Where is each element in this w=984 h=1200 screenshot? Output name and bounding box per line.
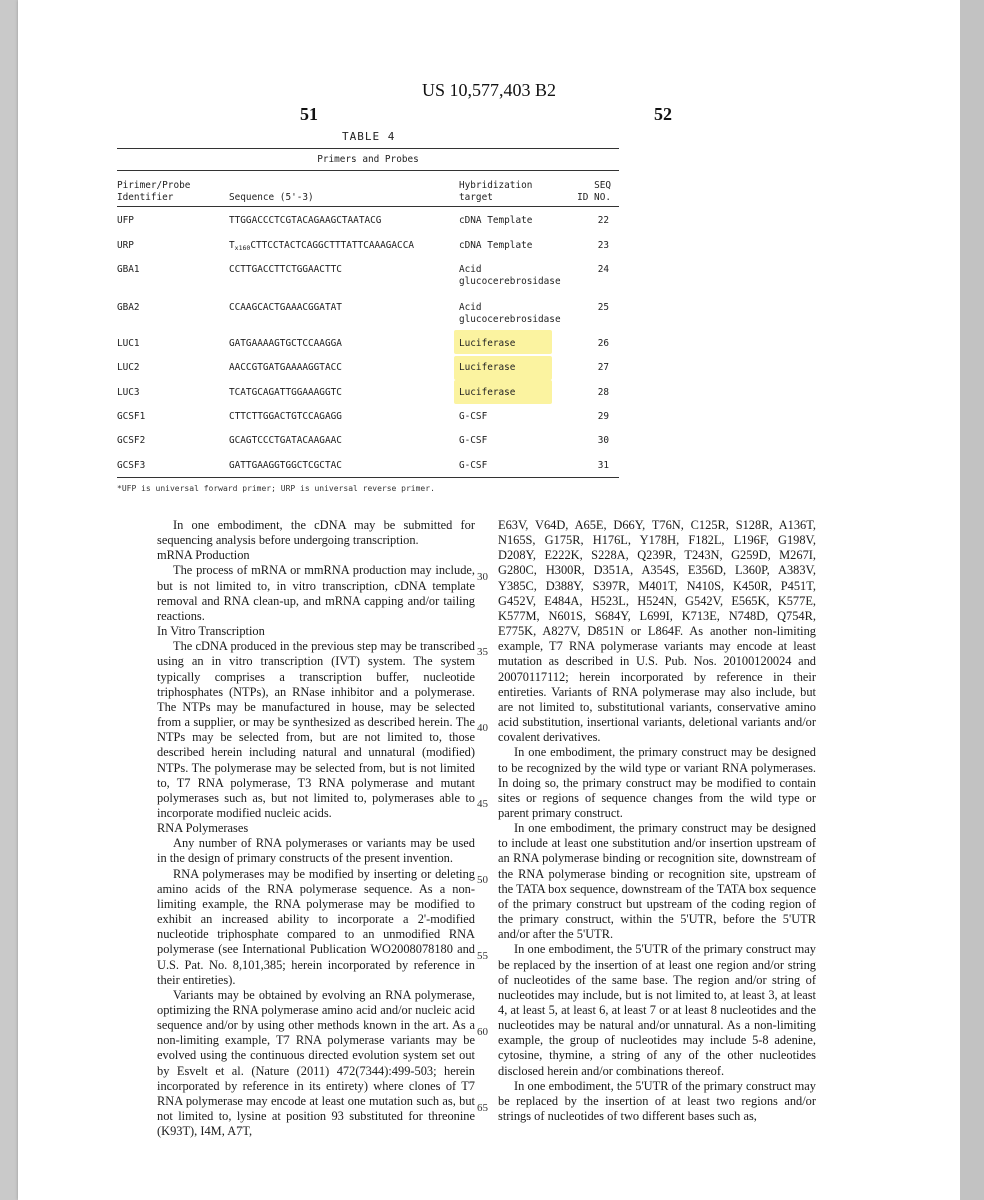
line-number: 55	[477, 950, 488, 962]
table-row: GCSF1 CTTCTTGGACTGTCCAGAGG G-CSF 29	[117, 411, 609, 422]
table-sub-rule	[117, 170, 619, 171]
paragraph: E63V, V64D, A65E, D66Y, T76N, C125R, S128R, A136T, N165S, G175R, H176L, Y178H, F182L, L196F, G198V, D208Y, E222K, S228A, Q239R, T243N, G259D, M267I, G280C, H300R, D351A, A354S, E356D, L360P, A383V, Y385C, D388Y, S397R, M401T, N410S, K450R, P451T, G452V, E484A, H523L, H524N, G542V, E565K, K577E, K577M, N601S, S684Y, L699I, K713E, N748D, Q754R, E775K, A827V, D851N or L864F. As another non-limiting example, T7 RNA polymerase variants may encode at least mutation as described in U.S. Pub. Nos. 20100120024 and 20070117112; herein incorporated by reference in their entireties. Variants of RNA polymerase may also include, but are not limited to, substitutional variants, conservative amino acid substitution, insertional variants, deletional variants and/or covalent derivatives.	[498, 518, 816, 745]
table-row: GBA1 CCTTGACCTTCTGGAACTTC Acid glucocerebrosidase 24	[117, 264, 609, 287]
header-identifier: Pirimer/Probe Identifier	[117, 180, 191, 203]
table-row: GCSF2 GCAGTCCCTGATACAAGAAC G-CSF 30	[117, 435, 609, 446]
line-number: 40	[477, 722, 488, 734]
paragraph: In one embodiment, the 5'UTR of the primary construct may be replaced by the insertion of at least two regions and/or strings of nucleotides of two different bases such as,	[498, 1078, 816, 1124]
paragraph: RNA polymerases may be modified by inserting or deleting amino acids of the RNA polymerase sequence. As a non-limiting example, the RNA polymerase may be modified to exhibit an increased ability to incorporate a 2'-modified nucleotide triphosphate compared to an unmodified RNA polymerase (see International Publication WO2008078180 and U.S. Pat. No. 8,101,385; herein incorporated by reference in their entireties).	[157, 866, 475, 987]
paragraph: Variants may be obtained by evolving an RNA polymerase, optimizing the RNA polymerase amino acid and/or nucleic acid sequence and/or by using other methods known in the art. As a non-limiting example, T7 RNA polymerase variants may be evolved using the continuous directed evolution system set out by Esvelt et al. (Nature (2011) 472(7344):499-503; herein incorporated by reference in its entirety) where clones of T7 RNA polymerase may encode at least one mutation such as, but not limited to, lysine at position 93 substituted for threonine (K93T), I4M, A7T,	[157, 987, 475, 1139]
paragraph: The cDNA produced in the previous step may be transcribed using an in vitro transcription (IVT) system. The system typically comprises a transcription buffer, nucleotide triphosphates (NTPs), an RNase inhibitor and a polymerase. The NTPs may be manufactured in house, may be selected from a supplier, or may be synthesized as described herein. The NTPs may be selected from, but are not limited to, those described herein including natural and unnatural (modified) NTPs. The polymerase may be selected from, but is not limited to, T7 RNA polymerase, T3 RNA polymerase and mutant polymerases such as, but not limited to, polymerases able to incorporate modified nucleic acids.	[157, 639, 475, 820]
table-subtitle: Primers and Probes	[317, 154, 419, 165]
table-row: LUC3 TCATGCAGATTGGAAAGGTC Luciferase 28	[117, 387, 609, 398]
line-number: 30	[477, 571, 488, 583]
section-heading: mRNA Production	[157, 548, 250, 563]
table-row: URP $T_{x160}CTTCCTACTCAGGCTTTATTCAAAGACCA$ cDNA Template 23	[117, 240, 609, 252]
line-number: 50	[477, 874, 488, 886]
line-number: 45	[477, 798, 488, 810]
line-number: 65	[477, 1102, 488, 1114]
header-target: Hybridization target	[459, 180, 533, 203]
paragraph: Any number of RNA polymerases or variants may be used in the design of primary constructs of the present invention.	[157, 836, 475, 866]
right-text-column	[498, 518, 816, 1124]
table-footnote: *UFP is universal forward primer; URP is universal reverse primer.	[117, 484, 435, 493]
left-text-column	[157, 518, 475, 1139]
table-bottom-rule	[117, 477, 619, 478]
patent-page	[18, 0, 960, 1200]
table-row: GBA2 CCAAGCACTGAAACGGATAT Acid glucocerebrosidase 25	[117, 302, 609, 325]
table-header-rule	[117, 206, 619, 207]
paragraph: In one embodiment, the 5'UTR of the primary construct may be replaced by the insertion of at least one region and/or string of nucleotides of the same base. The region and/or string of nucleotides may include, but is not limited to, at least 3, at least 4, at least 5, at least 6, at least 7 or at least 8 nucleotides and the nucleotides may be natural and/or unnatural. As a non-limiting example, the group of nucleotides may include 5-8 adenine, cytosine, thymine, a string of any of the other nucleotides disclosed herein and/or combinations thereof.	[498, 942, 816, 1078]
column-number-right: 52	[654, 104, 672, 124]
line-number: 60	[477, 1026, 488, 1038]
table-row: GCSF3 GATTGAAGGTGGCTCGCTAC G-CSF 31	[117, 460, 609, 471]
header-sequence: Sequence (5'-3)	[229, 192, 314, 203]
patent-number: US 10,577,403 B2	[421, 80, 556, 100]
table-top-rule	[117, 148, 619, 149]
paragraph: In one embodiment, the primary construct may be designed to include at least one substitution and/or insertion upstream of an RNA polymerase binding or recognition site, downstream of the RNA polymerase binding or recognition site, upstream of the TATA box sequence, downstream of the TATA box sequence of the primary construct but upstream of the coding region of the primary construct, within the 5'UTR, before the 5'UTR and/or after the 5'UTR.	[498, 821, 816, 942]
table-row: LUC2 AACCGTGATGAAAAGGTACC Luciferase 27	[117, 362, 609, 373]
column-number-left: 51	[300, 104, 318, 124]
paragraph: The process of mRNA or mmRNA production may include, but is not limited to, in vitro transcription, cDNA template removal and RNA clean-up, and mRNA capping and/or tailing reactions.	[157, 563, 475, 623]
line-number: 35	[477, 646, 488, 658]
table-row: UFP TTGGACCCTCGTACAGAAGCTAATACG cDNA Template 22	[117, 215, 609, 226]
paragraph: In one embodiment, the primary construct may be designed to be recognized by the wild type or variant RNA polymerases. In doing so, the primary construct may be modified to contain sites or regions of sequence changes from the wild type or parent primary construct.	[498, 745, 816, 820]
table-row: LUC1 GATGAAAAGTGCTCCAAGGA Luciferase 26	[117, 338, 609, 349]
viewer-scroll-gutter	[960, 0, 984, 1200]
table-title: TABLE 4	[342, 130, 396, 143]
section-heading: RNA Polymerases	[157, 821, 249, 836]
header-seqid: SEQ ID NO.	[577, 180, 611, 203]
paragraph: In one embodiment, the cDNA may be submitted for sequencing analysis before undergoing transcription.	[157, 518, 475, 548]
section-heading: In Vitro Transcription	[157, 624, 265, 639]
